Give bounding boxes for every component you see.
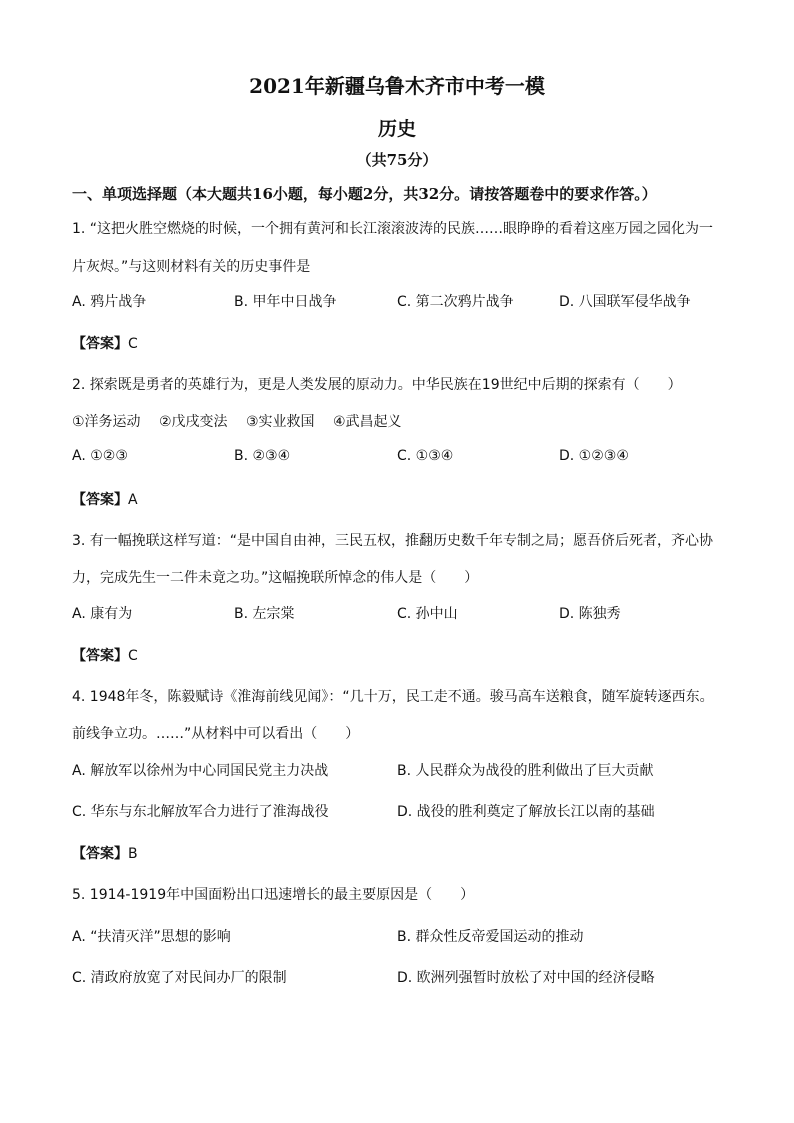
question-1-answer xyxy=(72,333,138,353)
question-3-option-d: D. 陈独秀 xyxy=(559,606,621,622)
answer-tag: 【答案】 xyxy=(72,336,128,352)
question-2-option-c: C. ①③④ xyxy=(397,448,454,464)
question-3-answer xyxy=(72,645,138,665)
question-4-line-1: 4. 1948年冬，陈毅赋诗《淮海前线见闻》：“几十万，民工走不通。骏马高车送粮食，随军旋转逐西东。 xyxy=(72,689,714,705)
answer-value: B xyxy=(128,846,138,862)
question-1-line-2: 片灰烬。”与这则材料有关的历史事件是 xyxy=(72,259,311,275)
question-2-line-2: ①洋务运动 ②戊戌变法 ③实业救国 ④武昌起义 xyxy=(72,414,402,430)
answer-tag: 【答案】 xyxy=(72,648,128,664)
answer-value: C xyxy=(128,648,138,664)
answer-value: C xyxy=(128,336,138,352)
question-4-option-b: B. 人民群众为战役的胜利做出了巨大贡献 xyxy=(397,763,654,779)
question-5-option-b: B. 群众性反帝爱国运动的推动 xyxy=(397,929,584,945)
question-2-option-b: B. ②③④ xyxy=(234,448,291,464)
question-2-option-d: D. ①②③④ xyxy=(559,448,629,464)
question-3-line-1: 3. 有一幅挽联这样写道：“是中国自由神，三民五权，推翻历史数千年专制之局；愿吾侪后死者，齐心协 xyxy=(72,533,714,549)
question-5-option-a: A. “扶清灭洋”思想的影响 xyxy=(72,929,231,945)
question-2-answer xyxy=(72,489,138,509)
section-heading: 一、单项选择题（本大题共16小题，每小题2分，共32分。请按答题卷中的要求作答。） xyxy=(72,185,657,203)
answer-value: A xyxy=(128,492,138,508)
subject-title: 历史 xyxy=(377,118,416,140)
answer-tag: 【答案】 xyxy=(72,846,128,862)
question-1-option-b: B. 甲年中日战争 xyxy=(234,294,337,310)
question-2-line-1: 2. 探索既是勇者的英雄行为，更是人类发展的原动力。中华民族在19世纪中后期的探索有（ ） xyxy=(72,377,682,393)
question-5-option-c: C. 清政府放宽了对民间办厂的限制 xyxy=(72,970,287,986)
question-5-option-d: D. 欧洲列强暂时放松了对中国的经济侵略 xyxy=(397,970,655,986)
question-1-option-a: A. 鸦片战争 xyxy=(72,294,147,310)
question-4-answer xyxy=(72,843,138,863)
question-4-option-c: C. 华东与东北解放军合力进行了淮海战役 xyxy=(72,804,329,820)
question-1-line-1: 1. “这把火胜空燃烧的时候，一个拥有黄河和长江滚滚波涛的民族……眼睁睁的看着这座万园之园化为一 xyxy=(72,221,714,237)
total-score: （共75分） xyxy=(356,151,438,169)
question-1-option-d: D. 八国联军侵华战争 xyxy=(559,294,691,310)
question-3-option-b: B. 左宗棠 xyxy=(234,606,295,622)
question-2-option-a: A. ①②③ xyxy=(72,448,128,464)
question-5-line-1: 5. 1914-1919年中国面粉出口迅速增长的最主要原因是（ ） xyxy=(72,887,475,903)
question-4-option-d: D. 战役的胜利奠定了解放长江以南的基础 xyxy=(397,804,655,820)
question-1-option-c: C. 第二次鸦片战争 xyxy=(397,294,514,310)
question-3-line-2: 力，完成先生一二件未竟之功。”这幅挽联所悼念的伟人是（ ） xyxy=(72,570,479,586)
question-3-option-a: A. 康有为 xyxy=(72,606,133,622)
question-3-option-c: C. 孙中山 xyxy=(397,606,458,622)
question-4-option-a: A. 解放军以徐州为中心同国民党主力决战 xyxy=(72,763,329,779)
exam-title: 2021年新疆乌鲁木齐市中考一模 xyxy=(249,74,545,98)
answer-tag: 【答案】 xyxy=(72,492,128,508)
question-4-line-2: 前线争立功。……”从材料中可以看出（ ） xyxy=(72,726,360,742)
